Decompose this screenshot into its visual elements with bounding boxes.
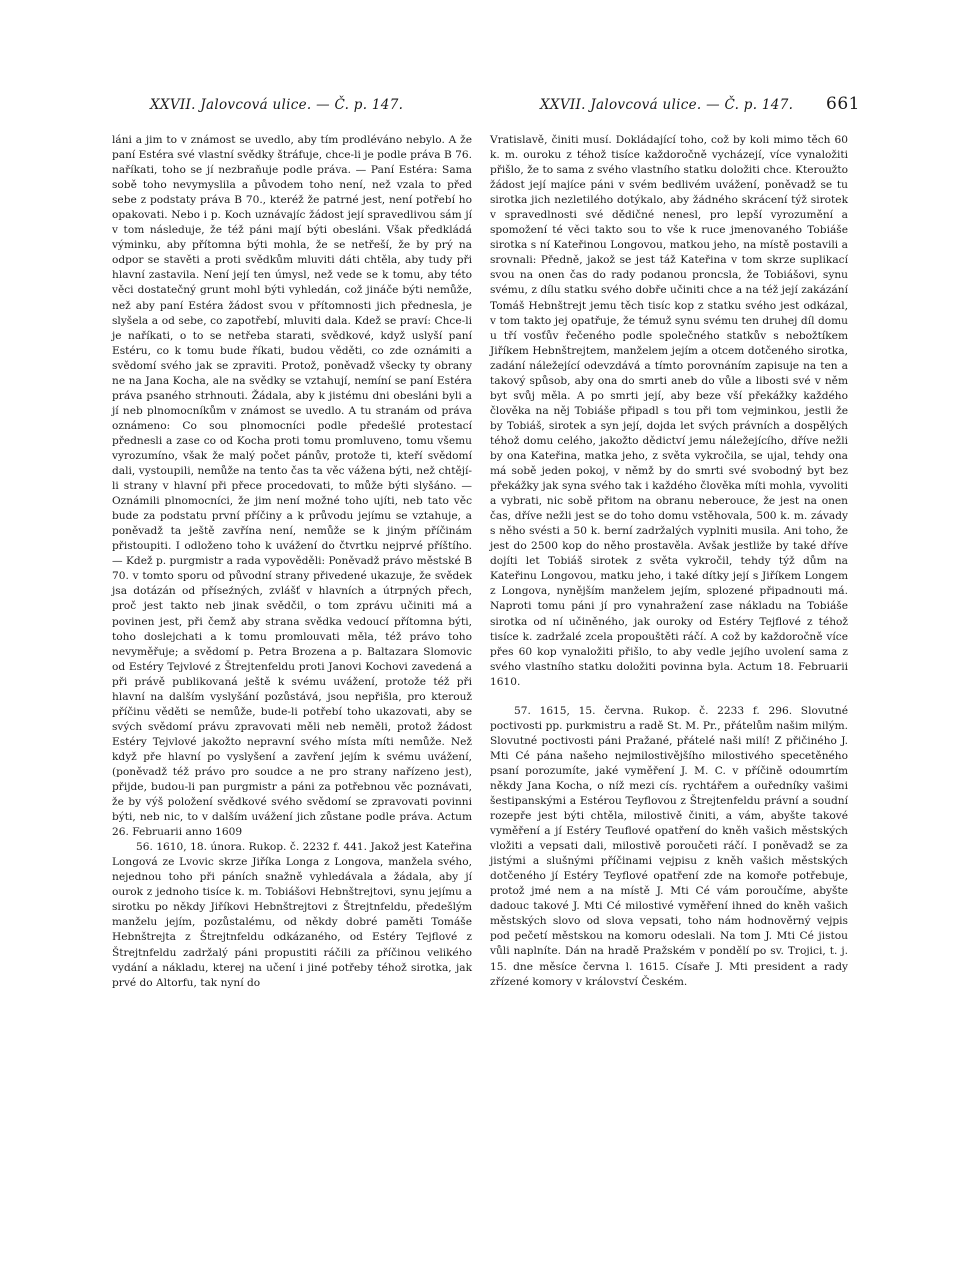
entry-56: 56. 1610, 18. února. Rukop. č. 2232 f. 441. Jakož jest Kateřina Longová ze Lvovic skrze Jiříka Longa z Longova, manžela svého, nejednou toho při páních snažně vyhledávala a žádala, aby jí ourok z jednoho tisíce k. m. Tobiášovi Hebnštrejtovi, synu jejímu a sirotku po někdy Jiříkovi Hebnštrejtovi z Štrejtnfeldu, předešlým manželu jejím, pozůstalému, od někdy dobré paměti Tomáše Hebnštrejta z Štrejtnfeldu odkázaného, od Estéry Tejflové z Štrejtnfeldu zadržalý páni propustiti ráčili za příčinou velikého vydání a nákladu, kterej na učení i jiné potřeby téhož sirotka, jak prvé do Altorfu, tak nyní do [112,841,472,989]
right-column [490,133,848,990]
entry-57: 57. 1615, 15. června. Rukop. č. 2233 f. 296. Slovutné poctivosti pp. purkmistru a radě St. M. Pr., přátelům našim milým. Slovutné poctivosti páni Pražané, přátelé naši milí! Z přičiného J. Mti Cé pána našeho nejmilostivějšího milostivého specetěného psaní porozumíte, jaké vyměření J. M. C. v příčině odoumrtím někdy Jana Kocha, o níž mezi cís. rychtářem a ouředníky vašimi šestipanskými a Estérou Teyflovou z Štrejtenfeldu právní a soudní rozepře jest býti chtěla, milostivě činiti, a vám, abyšte takové vyměření a jí Estéry Teuflové opatření do kněh vašich městských vložiti a vepsati dali, milostivě poroučeti ráčí. I poněvadž se za jistými a slušnými příčinami vejpisu z kněh vašich městských dotčeného jí Estéry Teyflové opatření zde na komoře potřebuje, protož jmé nem a na místě J. Mti Cé vám poroučíme, abyšte dadouc takové J. Mti Cé milostivé vyměření ihned do kněh vašich městských slovo od slova vepsati, toho nám hodnověrný vejpis pod pečetí městskou na komoru odeslali. Na tom J. Mti Cé jistou vůli naplníte. Dán na hradě Pražském v pondělí po sv. Trojici, t. j. 15. dne měsíce června l. 1615. Císaře J. Mti president a rady zřízené komory v království Českém. [490,704,848,988]
paragraph-continued-right: Vratislavě, činiti musí. Dokládající toho, což by koli mimo těch 60 k. m. ouroku z téhož tisíce každoročně vycházejí, více vynaložiti přišlo, že to sama z svého vlastního statku doložiti chce. Kteroužto žádost její majíce páni v svém bedlivém uvážení, poněvadž se tu sirotka jich nezletilého dotýkalo, aby žádného skrácení týž sirotek v spravedlnosti své dědičné nenesl, pro lepší vyrozumění a spomožení té věci takto sou to vše k ruce jmenovaného Tobiáše sirotka s ní Kateřinou Longovou, matkou jeho, na místě postavili a srovnali: Předně, jakož se jest táž Kateřina v tom skrze suplikací svou na onen čas do rady podanou proncsla, že Tobiášovi, synu svému, z dílu statku svého dobře učiniti chce a na též její zakázání Tomáš Hebnštrejt jemu těch tisíc kop z statku svého jest odkázal, v tom takto jej opatřuje, že témuž synu svému ten druhej díl domu u tří vosťův řečeného podle společného statkův s nebožtíkem Jiříkem Hebnštrejtem, manželem jejím a otcem dotčeného sirotka, zadání náležející odevzdává a tímto porovnáním zapisuje na ten a takový spůsob, aby ona do smrti aneb do vůle a libosti své v něm byt svůj měla. A po smrti její, aby beze vší překážky každého člověka na něj Tobiáše připadl s tou při tom vejminkou, jestli že by Tobiáš, sirotek a syn její, dojda let svých právních a dospělých téhož domu celého, jakožto dědictví jemu náležejícího, dříve nežli by ona Kateřina, matka jeho, z světa vykročila, se ujal, tehdy ona má sobě jeden pokoj, v němž by do smrti své svobodný byt bez překážky jak syna svého tak i každého člověka míti mohla, vyvoliti a vybrati, nic sobě přitom na obranu neberouce, že jest na onen čas, dříve nežli jest se do toho domu vstěhovala, 500 k. m. závady s něho svésti a 50 k. berní zadržalých vyplniti musila. Ani toho, že jest do 2500 kop do něho prostavěla. Avšak jestliže by také dříve dojíti let Tobiáš sirotek z světa vykročil, tehdy týž dům na Kateřinu Longovou, matku jeho, i také dítky její s Jiříkem Longem z Longova, nynějším manželem jejím, splozené připadnouti má. Naproti tomu páni jí pro vynahražení zase nákladu na Tobiáše sirotka od ní učiněného, jak ouroky od Estéry Tejflové z téhož tisíce k. zadržalé zcela propouštěti ráčí. A což by každoročně více přes 60 kop vynaložiti přišlo, to aby vedle jejího uvolení sama z svého vlastního statku doložiti povinna byla. Actum 18. Februarii 1610. [490,134,848,688]
running-title-left: XXVII. Jalovcová ulice. — Č. p. 147. [150,97,404,113]
page-number: 661 [826,94,860,114]
running-title-right: XXVII. Jalovcová ulice. — Č. p. 147. [540,97,794,113]
left-column [112,133,472,991]
running-header [0,94,960,118]
paragraph-continued: láni a jim to v známost se uvedlo, aby tím prodléváno nebylo. A že paní Estéra své vlastní svědky štráfuje, chce-li je podle práva B 76. naříkati, toho se jí nezbraňuje podle práva. — Paní Estéra: Sama sobě toho nevymyslila a původem toho není, než vzala to před sebe z podstaty práva B 70., kteréž že patrné jest, není potřebí ho opakovati. Nebo i p. Koch uznávajíc žádost její spravedlivou sám jí v tom následuje, že též páni mají býti obesláni. Však předkládá výminku, aby přítomna býti mohla, že se netřeší, že by prý na odpor se stavěti a proti svědkům mluviti dáti chtěla, aby tudy při hlavní zastavila. Není její ten úmysl, než vede se k tomu, aby této věci dostatečný grunt mohl býti vyhledán, což jináče býti nemůže, než aby paní Estéra žádost svou v přítomnosti jich přednesla, je slyšela a od sebe, co zapotřebí, mluviti dala. Kdež se praví: Chce-li je naříkati, o to se netřeba starati, svědkové, když uslyší paní Estéru, co k tomu bude říkati, budou věděti, co zde oznámiti a svědomí svého jak se zpraviti. Protož, poněvadž všecky ty obrany ne na Jana Kocha, ale na svědky se vztahují, nemíní se paní Estéra práva psaného strhnouti. Žádala, aby k jistému dni obesláni byli a jí neb plnomocníkům v známost se uvedlo. A tu stranám od práva oznámeno: Co sou plnomocníci podle předešlé protestací přednesli a zase co od Kocha proti tomu promluveno, tomu všemu vyrozumíno, však že malý počet pánův, protože ti, kteří svědomí dali, vystoupili, nemůže na tento čas ta věc vážena býti, než chtějí-li strany v hlavní při přece procedovati, to může býti slyšáno. — Oznámili plnomocníci, že jim není možné toho ujíti, neb tato věc bude za podstatu první příčiny a k průvodu jejímu se vztahuje, a poněvadž ta ještě zavřína není, nemůže se k jiným příčinám přistoupiti. I odloženo toho k uvážení do čtvrtku nejprvé příštího. — Kdež p. purgmistr a rada vypověděli: Poněvadž právo městské B 70. v tomto sporu od původní strany přivedené ukazuje, že svědek jsa dotázán od příseźných, zvlášť v hlavních a útrpných přech, proč jest takto neb jinak svědčil, o tom zprávu učiniti má a povinen jest, při čemž aby strana svědka vedoucí přítomna býti, toho doslejchati a k tomu promlouvati měla, též právo toho nevyměřuje; a svědomí p. Petra Brozena a p. Baltazara Slomovic od Estéry Tejvlové z Štrejtenfeldu proti Janovi Kochovi zavedená a při právě publikovaná ještě k svému uvážení, protože též při hlavní na dalším vyslyšání pozůstává, jsou nepřišla, pro kterouž příčinu věděti se nemůže, bude-li potřebí toho ukazovati, aby se svých svědomí právu zpravovati měli neb neměli, protož žádost Estéry Tejvlové jakožto nepravní svého místa míti nemůže. Než když pře hlavní po vyslyšení a zavření jejím k svému uvážení, (poněvadž též právo pro soudce a ne pro strany nařízeno jest), přijde, budou-li pan purgmistr a páni za potřebnou věc poznávati, že by výš položení svědkové svého svědomí se zpravovati povinni býti, neb nic, to v dalším uvážení jich zůstane podle práva. Actum 26. Februarii anno 1609 [112,134,472,839]
